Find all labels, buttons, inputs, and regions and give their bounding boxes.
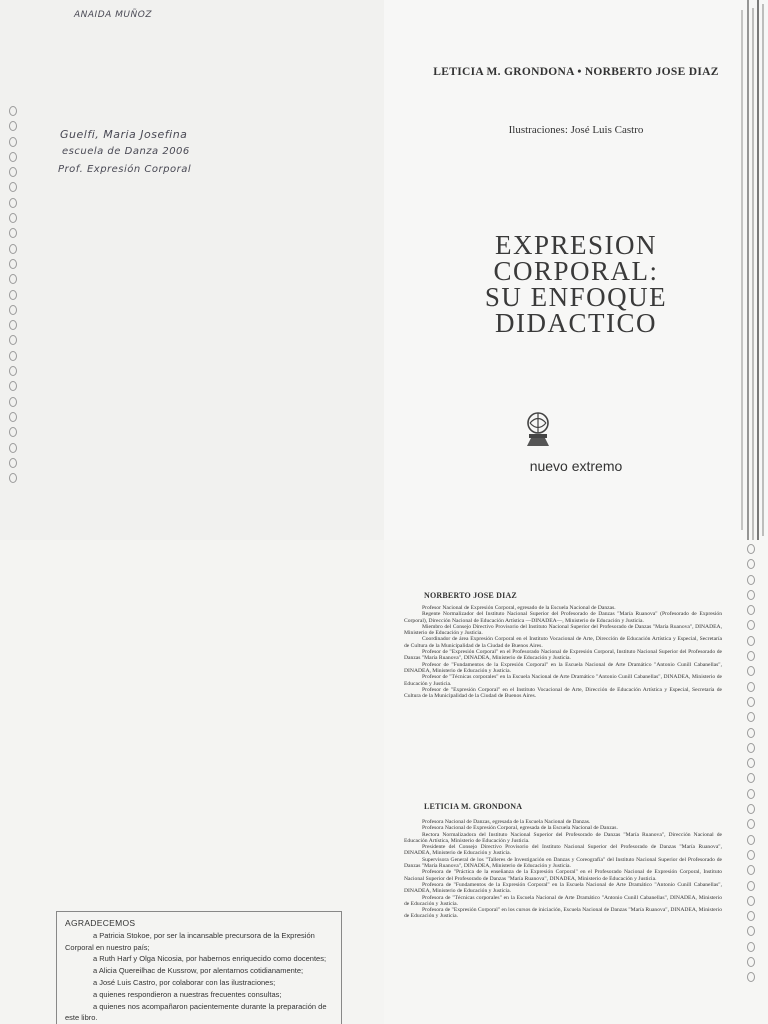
bio-paragraph: Coordinador de área Expresión Corporal en el Instituto Vocacional de Arte, Dirección de Educación Artística y Especial, Secretaría de Cultura de la Municipalidad de la Ciudad de Buenos Aires. <box>404 636 722 649</box>
author-2: NORBERTO JOSE DIAZ <box>584 66 719 78</box>
acknowledgment-item: a quienes nos acompañaron pacientemente durante la preparación de este libro. <box>65 1001 327 1023</box>
handwritten-note-1: Guelfi, Maria Josefina <box>60 128 188 141</box>
inside-cover-page <box>0 0 384 540</box>
page-edge-lines <box>734 0 768 540</box>
bio-text-grondona <box>404 819 722 920</box>
illustrator-credit: Ilustraciones: José Luis Castro <box>508 124 644 136</box>
acknowledgment-item: a José Luis Castro, por colaborar con las ilustraciones; <box>93 977 276 987</box>
bio-paragraph: Miembro del Consejo Directivo Provisorio del Instituto Nacional Superior del Profesorado de Danzas "María Ruanova", DINADEA, Ministerio de Educación y Justicia. <box>404 623 722 637</box>
title-line-3: SU ENFOQUE <box>484 282 668 312</box>
bio-paragraph: Profesora Nacional de Expresión Corporal, egresada de la Escuela Nacional de Danzas. <box>422 825 618 832</box>
bio-paragraph: Profesora de "Práctica de la enseñanza de la Expresión Corporal" en el Profesorado Nacional de Expresión Corporal, Instituto Nacional Superior del Profesorado de Danzas "María Ruanova", DINADEA, Ministerio de Educación y Justicia. <box>404 869 722 882</box>
publisher-logo-icon <box>522 410 554 448</box>
author-1: LETICIA M. GRONDONA <box>433 66 575 78</box>
bio-paragraph: Profesor de "Expresión Corporal" en el Profesorado Nacional de Expresión Corporal, Instituto Nacional Superior del Profesorado de Danzas "María Ruanova", DINADEA, Ministerio de Educación y Justicia. <box>404 649 722 662</box>
publisher-name: nuevo extremo <box>529 458 623 474</box>
acknowledgment-item: a Patricia Stokoe, por ser la incansable precursora de la Expresión Corporal en nuestro país; <box>65 930 315 952</box>
bio-paragraph: Profesor de "Expresión Corporal" en el Instituto Vocacional de Arte, Dirección de Educación Artística y Especial, Secretaría de Cultura de la Municipalidad de la Ciudad de Buenos Aires. <box>404 686 722 700</box>
spiral-binding-rings <box>6 106 20 488</box>
bio-text-diaz <box>404 605 722 699</box>
bio-paragraph: Profesora Nacional de Danzas, egresada de la Escuela Nacional de Danzas. <box>422 819 591 825</box>
bio-heading-grondona: LETICIA M. GRONDONA <box>424 802 523 811</box>
bio-paragraph: Regente Normalizador del Instituto Nacional Superior del Profesorado de Danzas "María Ruanova" (Profesorado de Expresión Corporal), Dirección Nacional de Educación Artística —DINADEA—, Ministerio de Educación y Justicia. <box>404 611 722 624</box>
acknowledgments-box <box>56 911 342 1024</box>
spiral-binding-rings <box>744 544 758 988</box>
handwritten-owner-name: ANAIDA MUÑOZ <box>74 10 152 20</box>
bio-paragraph: Presidente del Consejo Directivo Provisorio del Instituto Nacional Superior del Profesorado de Danzas "María Ruanova", DINADEA, Ministerio de Educación y Justicia. <box>404 844 722 857</box>
bio-paragraph: Profesora de "Fundamentos de la Expresión Corporal" en la Escuela Nacional de Arte Dramático "Antonio Cunill Cabanellas", DINADEA, Ministerio de Educación y Justicia. <box>404 881 722 895</box>
title-line-1: EXPRESION <box>494 230 657 260</box>
title-page <box>384 0 768 540</box>
bio-heading-diaz: NORBERTO JOSE DIAZ <box>424 591 517 600</box>
bio-paragraph: Rectora Normalizadora del Instituto Nacional Superior del Profesorado de Danzas "María Ruanova", Dirección Nacional de Educación Artística, Ministerio de Educación y Justicia. <box>404 831 722 844</box>
authors-line <box>384 66 768 78</box>
book-title <box>384 232 768 336</box>
title-line-4: DIDACTICO <box>495 308 657 338</box>
acknowledgment-item: a quienes respondieron a nuestras frecuentes consultas; <box>93 989 282 999</box>
handwritten-note-3: Prof. Expresión Corporal <box>58 164 192 175</box>
bio-paragraph: Profesor de "Técnicas corporales" en la Escuela Nacional de Arte Dramático "Antonio Cunill Cabanellas", DINADEA, Ministerio de Educación y Justicia. <box>404 674 722 687</box>
handwritten-note-2: escuela de Danza 2006 <box>62 146 190 157</box>
acknowledgments-title: AGRADECEMOS <box>65 918 136 928</box>
bio-paragraph: Supervisora General de los "Talleres de Investigación en Danzas y Coreografía" del Instituto Nacional Superior del Profesorado de Danzas "María Ruanova", DINADEA, Ministerio de Educación y Justicia. <box>404 856 722 870</box>
author-separator: • <box>577 66 582 78</box>
bio-paragraph: Profesor de "Fundamentos de la Expresión Corporal" en la Escuela Nacional de Arte Dramático "Antonio Cunill Cabanellas", DINADEA, Ministerio de Educación y Justicia. <box>404 661 722 674</box>
bio-paragraph: Profesor Nacional de Expresión Corporal, egresado de la Escuela Nacional de Danzas. <box>422 605 616 611</box>
acknowledgment-item: a Alicia Quereilhac de Kussrow, por alentarnos cotidianamente; <box>93 966 304 976</box>
title-line-2: CORPORAL: <box>493 256 659 286</box>
bio-paragraph: Profesora de "Técnicas corporales" en la Escuela Nacional de Arte Dramático "Antonio Cunill Cabanellas", DINADEA, Ministerio de Educación y Justicia. <box>404 894 722 907</box>
bio-paragraph: Profesora de "Expresión Corporal" en los cursos de iniciación, Escuela Nacional de Danzas "María Ruanova", DINADEA, Ministerio de Educación y Justicia. <box>404 907 722 920</box>
author-bios-page <box>384 540 768 1024</box>
acknowledgments-page <box>0 540 384 1024</box>
acknowledgment-item: a Ruth Harf y Olga Nicosia, por habernos enriquecido como docentes; <box>93 954 327 964</box>
